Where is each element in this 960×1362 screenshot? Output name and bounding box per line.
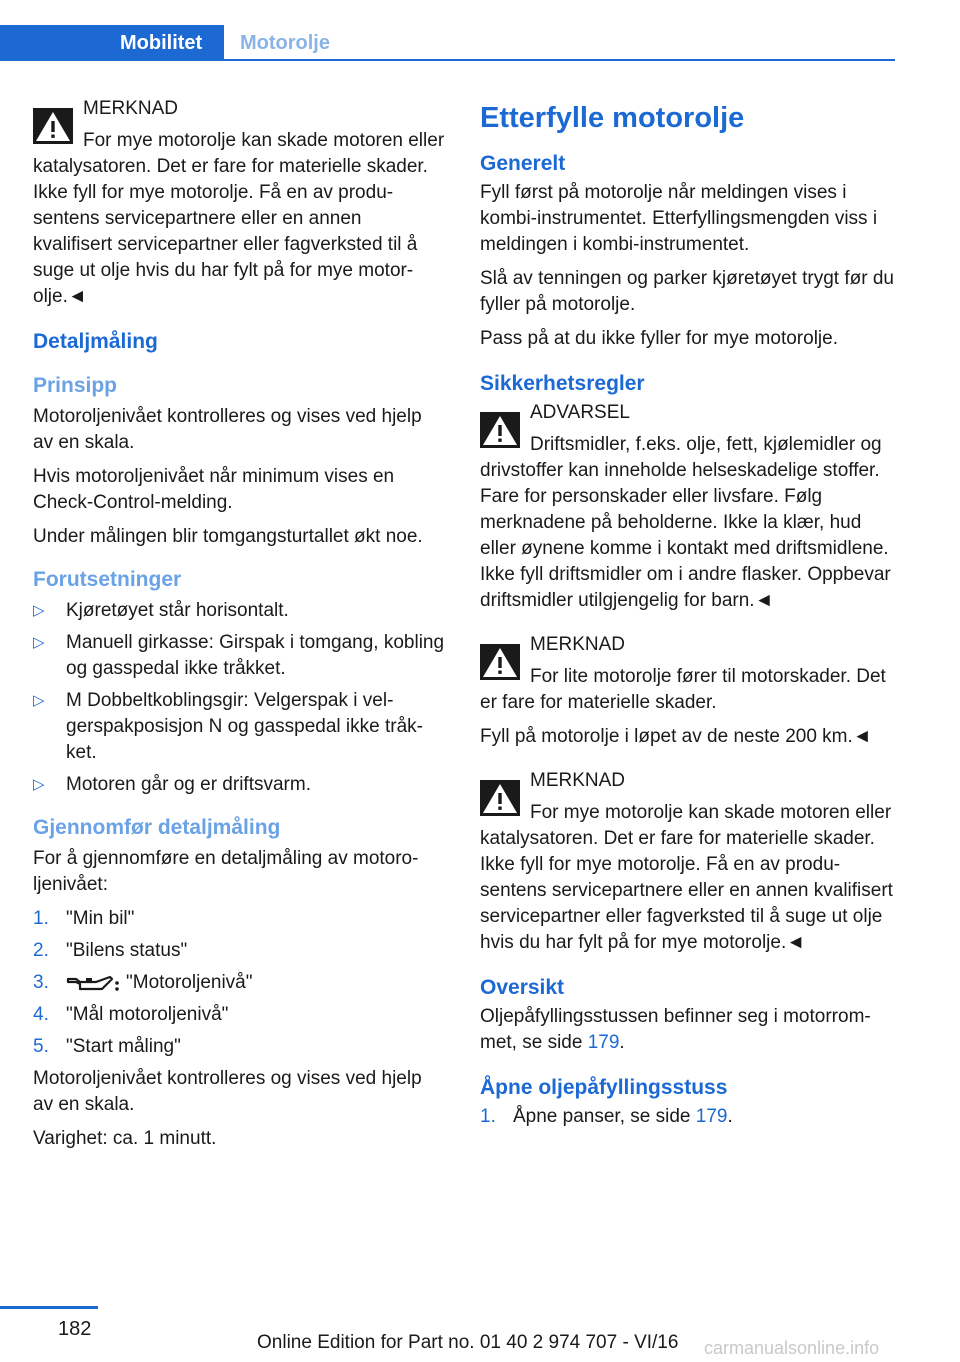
footer-rule [0,1306,98,1309]
list-item: ▷ M Dobbeltkoblingsgir: Velgerspak i velgerspakposisjon N og gasspedal ikke tråkket. [33,690,423,763]
chapter-header [0,25,895,61]
watermark-text: carmanualsonline.info [704,1338,880,1358]
list-item: ▷ Manuell girkasse: Girspak i tomgang, kobling og gasspedal ikke tråkket. [33,632,445,679]
subheading-generelt: Generelt [480,152,566,175]
paragraph: Slå av tenningen og parker kjøretøyet trygt før du fyller på motorolje. [480,268,894,315]
subheading-sikkerhetsregler: Sikkerhetsregler [480,372,645,395]
subheading-prinsipp: Prinsipp [33,374,118,397]
paragraph: Motoroljenivået kontrolleres og vises ved hjelp av en skala. [33,1068,422,1115]
oil-can-icon [66,974,120,992]
left-column [33,96,445,1160]
triangle-bullet-icon: ▷ [33,776,45,793]
notice-box [480,768,896,956]
list-item: 3. "Motoroljenivå" [33,972,253,993]
prerequisite-list [33,598,445,798]
list-item: 5. "Start måling" [33,1036,181,1057]
triangle-bullet-icon: ▷ [33,692,45,709]
list-item: 2. "Bilens status" [33,940,188,961]
list-item: 1. Åpne panser, se side 179. [480,1106,733,1127]
subheading-gjennomfor: Gjennomfør detaljmåling [33,816,281,839]
notice-box [33,96,445,310]
edition-text: Online Edition for Part no. 01 40 2 974 707 - VI/16 [257,1332,679,1353]
notice-text: For mye motorolje kan skade motoren eller katalysatoren. Det er fare for materielle skader. Ikke fyll for mye motorolje. Få en av produsentens servicepartnere eller en annen kvalifisert servicepartner eller fagverksted til å suge ut olje hvis du har fylt på for mye motorolje.◄ [480,802,893,953]
page-link-179[interactable]: 179 [587,1032,620,1053]
subheading-oversikt: Oversikt [480,976,565,999]
list-item: ▷ Motoren går og er driftsvarm. [33,772,445,798]
paragraph: Under målingen blir tomgangsturtallet økt noe. [33,526,423,547]
paragraph: Oljepåfyllingsstussen befinner seg i motorrommet, se side 179. [480,1006,871,1053]
page-number: 182 [58,1318,92,1340]
steps-list [480,1104,896,1130]
tab-mobilitet[interactable]: Mobilitet [0,25,224,61]
page-title: Etterfylle motorolje [480,102,745,134]
notice-text: For lite motorolje fører til motorskader. Det er fare for materielle skader. [480,666,886,713]
paragraph: Hvis motoroljenivået når minimum vises en Check-Control-melding. [33,466,395,513]
paragraph: For å gjennomføre en detaljmåling av motoroljenivået: [33,848,419,895]
list-item: 4. "Mål motoroljenivå" [33,1004,229,1025]
warning-box [480,400,896,614]
warning-triangle-icon [480,412,520,448]
steps-list [33,906,445,1060]
paragraph: Pass på at du ikke fyller for mye motorolje. [480,328,838,349]
notice-title: MERKNAD [83,98,179,119]
page-link-179[interactable]: 179 [695,1106,728,1127]
section-title-detaljmaling: Detaljmåling [33,330,158,353]
subheading-forutsetninger: Forutsetninger [33,568,182,591]
subheading-apne: Åpne oljepåfyllingsstuss [480,1076,728,1099]
paragraph: Motoroljenivået kontrolleres og vises ved hjelp av en skala. [33,406,422,453]
notice-title: MERKNAD [530,770,626,791]
notice-text: Fyll på motorolje i løpet av de neste 200 km.◄ [480,726,872,747]
paragraph: Varighet: ca. 1 minutt. [33,1128,217,1149]
notice-text: For mye motorolje kan skade motoren eller katalysatoren. Det er fare for materielle skader. Ikke fyll for mye motorolje. Få en av produsentens servicepartnere eller en annen kvalifisert servicepartner eller fagverksted til å suge ut olje hvis du har fylt på for mye motorolje.◄ [33,130,445,307]
header-rule [0,59,895,61]
warning-text: Driftsmidler, f.eks. olje, fett, kjølemidler og drivstoffer kan inneholde helseskadelige stoffer. Fare for personskader eller livsfare. Følg merknadene på beholderne. Ikke la klær, hud eller øynene komme i kontakt med driftsmidlene. Ikke fyll driftsmidler om i andre flasker. Oppbevar driftsmidler utilgjengelig for barn.◄ [480,434,891,611]
right-column [480,96,896,1136]
notice-box [480,632,896,750]
warning-triangle-icon [480,644,520,680]
list-item: ▷ Kjøretøyet står horisontalt. [33,598,445,624]
warning-triangle-icon [480,780,520,816]
list-item: 1. "Min bil" [33,908,135,929]
warning-title: ADVARSEL [530,402,630,423]
triangle-bullet-icon: ▷ [33,634,45,651]
notice-title: MERKNAD [530,634,626,655]
warning-triangle-icon [33,108,73,144]
paragraph: Fyll først på motorolje når meldingen vises i kombi-instrumentet. Etterfyllingsmengden viss i meldingen i kombi-instrumentet. [480,182,878,255]
triangle-bullet-icon: ▷ [33,602,45,619]
tab-motorolje[interactable]: Motorolje [240,32,330,54]
